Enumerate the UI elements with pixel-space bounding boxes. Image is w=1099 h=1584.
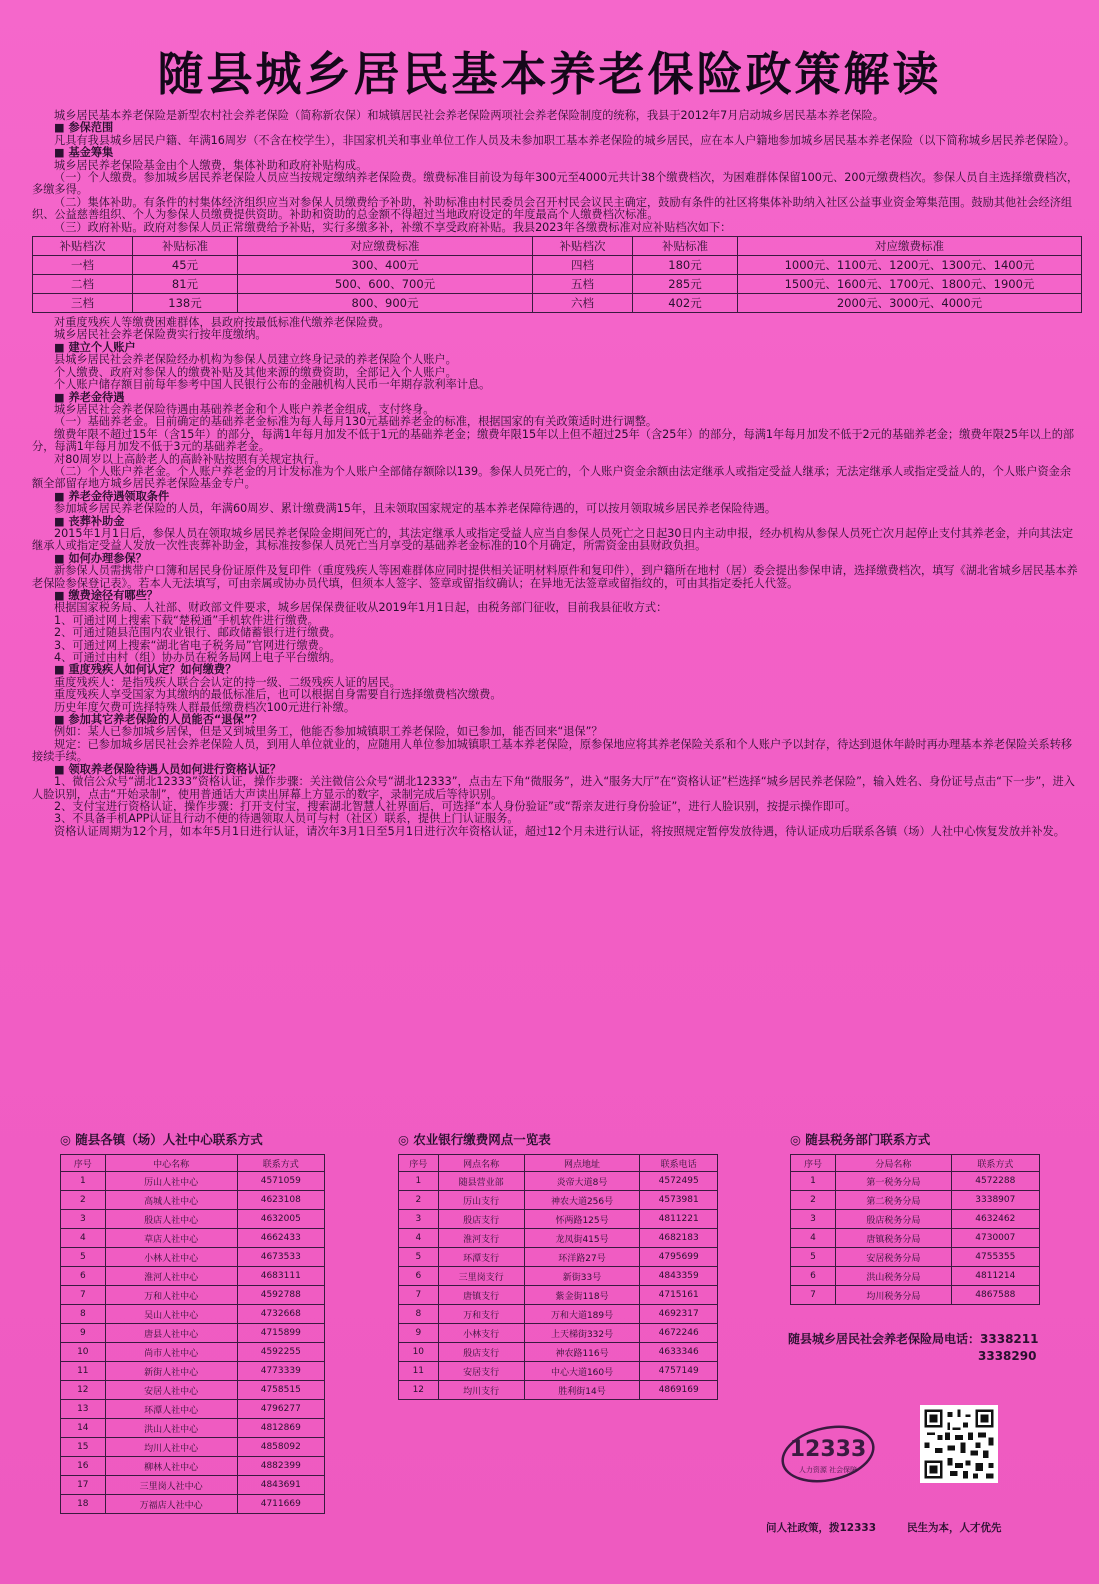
table-row: [399, 1267, 718, 1286]
tax-office-table: [790, 1154, 1040, 1305]
table-cell: 18: [61, 1495, 106, 1514]
paragraph: 3、可通过网上搜索“湖北省电子税务局”官网进行缴费。: [54, 638, 331, 652]
table-cell: 小林支行: [438, 1324, 524, 1343]
caption-left: 问人社政策，拨12333: [766, 1522, 877, 1534]
table-cell: 唐县人社中心: [105, 1324, 237, 1343]
column-header: 序号: [399, 1155, 439, 1172]
table-cell: 5: [791, 1248, 836, 1267]
table-cell: 6: [399, 1267, 439, 1286]
table-cell: 3338907: [951, 1191, 1039, 1210]
table-cell: 4672246: [640, 1324, 718, 1343]
table-cell: 4673533: [237, 1248, 324, 1267]
paragraph: 城乡居民社会养老保险待遇由基础养老金和个人账户养老金组成，支付终身。: [54, 402, 435, 416]
table-cell: 淮河支行: [438, 1229, 524, 1248]
table-cell: 500、600、700元: [238, 275, 533, 294]
table-cell: 9: [399, 1324, 439, 1343]
column-header: 分局名称: [836, 1155, 952, 1172]
subsidy-table: [32, 236, 1082, 313]
table-row: [399, 1229, 718, 1248]
paragraph: 城乡居民基本养老保险是新型农村社会养老保险（简称新农保）和城镇居民社会养老保险两项社会养老保险制度的统称，我县于2012年7月启动城乡居民基本养老保险。: [54, 109, 884, 122]
table-cell: 14: [61, 1419, 106, 1438]
table-row: [61, 1419, 325, 1438]
column-header: 联系电话: [640, 1155, 718, 1172]
qr-code-icon: [920, 1405, 998, 1483]
table-cell: 4682183: [640, 1229, 718, 1248]
table-cell: 4796277: [237, 1400, 324, 1419]
table-cell: 7: [791, 1286, 836, 1305]
paragraph: 新参保人员需携带户口簿和居民身份证原件及复印件（重度残疾人等困难群体应同时提供相关证明材料原件和复印件），到户籍所在地村（居）委会提出参保申请，选择缴费档次，填写《湖北省城乡居民基本养老保险参保登记表》。若本人无法填写，可由亲属或协办员代填，但须本人签字、签章或留指纹确认；在异地无法签章或留指纹的，可由其指定委托人代签。: [32, 564, 1078, 590]
table-cell: 安居税务分局: [836, 1248, 952, 1267]
table-cell: 180元: [633, 256, 738, 275]
column-header: 补贴标准: [133, 237, 238, 256]
hotline-number: 3338211: [980, 1332, 1039, 1346]
paragraph: （一）个人缴费。参加城乡居民养老保险人员应当按规定缴纳养老保险费。缴费标准目前设为每年300元至4000元共计38个缴费档次，为困难群体保留100元、200元缴费档次。参保人员自主选择缴费档次，多缴多得。: [32, 171, 1079, 197]
table-cell: 随县营业部: [438, 1172, 524, 1191]
table-cell: 11: [61, 1362, 106, 1381]
table-cell: 3: [399, 1210, 439, 1229]
table-cell: 环潭支行: [438, 1248, 524, 1267]
table-cell: 殷店税务分局: [836, 1210, 952, 1229]
table-cell: 1: [791, 1172, 836, 1191]
table-cell: 4715161: [640, 1286, 718, 1305]
table-row: [61, 1476, 325, 1495]
section-heading: ■ 丧葬补助金: [32, 516, 1082, 528]
table-cell: 4571059: [237, 1172, 324, 1191]
table-cell: 4572495: [640, 1172, 718, 1191]
table-cell: 7: [399, 1286, 439, 1305]
hotline-number: 3338290: [978, 1349, 1037, 1363]
table-cell: 三里岗支行: [438, 1267, 524, 1286]
table-cell: 厉山支行: [438, 1191, 524, 1210]
table-cell: 8: [399, 1305, 439, 1324]
table-row: [399, 1381, 718, 1400]
table-cell: 4812869: [237, 1419, 324, 1438]
table-cell: 炎帝大道8号: [524, 1172, 640, 1191]
paragraph: 县城乡居民社会养老保险经办机构为参保人员建立终身记录的养老保险个人账户。: [54, 353, 457, 367]
table-cell: 三档: [33, 294, 133, 313]
table-cell: 402元: [633, 294, 738, 313]
paragraph: 个人账户储存额目前每年参考中国人民银行公布的金融机构人民币一年期存款利率计息。: [54, 378, 491, 392]
page-title: 随县城乡居民基本养老保险政策解读: [157, 47, 942, 101]
table-cell: 神农路116号: [524, 1343, 640, 1362]
table-cell: 4867588: [951, 1286, 1039, 1305]
table-cell: 新街33号: [524, 1267, 640, 1286]
paragraph: 3、不具备手机APP认证且行动不便的待遇领取人员可与村（社区）联系，提供上门认证服务。: [54, 812, 519, 826]
table-header-row: [791, 1155, 1040, 1172]
table-cell: 草店人社中心: [105, 1229, 237, 1248]
section-heading: ■ 建立个人账户: [32, 342, 1082, 354]
paragraph: （三）政府补贴。政府对参保人员正常缴费给予补贴，实行多缴多补，补缴不享受政府补贴。我县2023年各缴费标准对应补贴档次如下：: [54, 220, 732, 234]
table-cell: 二档: [33, 275, 133, 294]
table-cell: 11: [399, 1362, 439, 1381]
paragraph: 2、支付宝进行资格认证，操作步骤：打开支付宝，搜索湖北智慧人社界面后，可选择“本人身份验证”或“帮亲友进行身份验证”，进行人脸识别，按提示操作即可。: [54, 799, 857, 813]
column-header: 序号: [791, 1155, 836, 1172]
table-cell: 4795699: [640, 1248, 718, 1267]
table-cell: 环潭人社中心: [105, 1400, 237, 1419]
table-cell: 神农大道256号: [524, 1191, 640, 1210]
table-cell: 4: [791, 1229, 836, 1248]
table-row: [61, 1191, 325, 1210]
table-cell: 洪山人社中心: [105, 1419, 237, 1438]
table-cell: 3: [791, 1210, 836, 1229]
table-cell: 4: [61, 1229, 106, 1248]
table-cell: 2: [791, 1191, 836, 1210]
table-cell: 六档: [533, 294, 633, 313]
paragraph: （一）基础养老金。目前确定的基础养老金标准为每人每月130元基础养老金的标准，根据国家的有关政策适时进行调整。: [54, 415, 658, 429]
table-row: [61, 1400, 325, 1419]
paragraph: 1、可通过网上搜索下载“楚税通”手机软件进行缴费。: [54, 613, 319, 627]
section-heading: ■ 养老金待遇领取条件: [32, 491, 1082, 503]
subsidy-table-header: [33, 237, 1082, 256]
table-cell: 唐镇支行: [438, 1286, 524, 1305]
table-cell: 45元: [133, 256, 238, 275]
paragraph: 例如：某人已参加城乡居保，但是又到城里务工，他能否参加城镇职工养老保险，如已参加，能否回来“退保”？: [54, 725, 603, 739]
table-cell: 4: [399, 1229, 439, 1248]
table-cell: 9: [61, 1324, 106, 1343]
table-cell: 淮河人社中心: [105, 1267, 237, 1286]
table-cell: 4592255: [237, 1343, 324, 1362]
table-cell: 4755355: [951, 1248, 1039, 1267]
column-header: 补贴标准: [633, 237, 738, 256]
table-row: [61, 1324, 325, 1343]
table-row: [399, 1210, 718, 1229]
section-heading: ■ 重度残疾人如何认定？如何缴费？: [32, 664, 1082, 676]
table-cell: 81元: [133, 275, 238, 294]
logo-tagline: 人力资源 社会保障: [798, 1466, 858, 1474]
table-cell: 万福店人社中心: [105, 1495, 237, 1514]
table-row: [791, 1172, 1040, 1191]
paragraph: 2015年1月1日后，参保人员在领取城乡居民养老保险金期间死亡的，其法定继承人或指定受益人应当自参保人员死亡之日起30日内主动申报，经办机构从参保人员死亡次月起停止支付其养老金，并向其法定继承人或指定受益人发放一次性丧葬补助金，其标准按参保人员死亡当月享受的基础养老金标准的10个月确定，所需资金由县财政负担。: [32, 526, 1074, 553]
table-row: [791, 1210, 1040, 1229]
table-row: [791, 1229, 1040, 1248]
paragraph: 2、可通过随县范围内农业银行、邮政储蓄银行进行缴费。: [54, 626, 341, 640]
table-cell: 四档: [533, 256, 633, 275]
table-cell: 龙凤街415号: [524, 1229, 640, 1248]
table-cell: 2: [399, 1191, 439, 1210]
table-cell: 新街人社中心: [105, 1362, 237, 1381]
table-row: [399, 1343, 718, 1362]
table-cell: 安居支行: [438, 1362, 524, 1381]
table-row: [61, 1267, 325, 1286]
table-row: [399, 1362, 718, 1381]
table-cell: 1000元、1100元、1200元、1300元、1400元: [738, 256, 1082, 275]
table-cell: 7: [61, 1286, 106, 1305]
table-row: [61, 1172, 325, 1191]
table-cell: 10: [399, 1343, 439, 1362]
bank-outlet-panel: [398, 1130, 718, 1400]
paragraph: 对重度残疾人等缴费困难群体，县政府按最低标准代缴养老保险费。: [54, 316, 390, 330]
table-cell: 4632462: [951, 1210, 1039, 1229]
table-cell: 4858092: [237, 1438, 324, 1457]
table-cell: 厉山人社中心: [105, 1172, 237, 1191]
table-cell: 300、400元: [238, 256, 533, 275]
paragraph: 历史年度欠费可选择特殊人群最低缴费档次100元进行补缴。: [54, 700, 356, 714]
paragraph: 凡具有我县城乡居民户籍、年满16周岁（不含在校学生），非国家机关和事业单位工作人员及未参加职工基本养老保险的城乡居民，应在本人户籍地参加城乡居民基本养老保险（以下简称城乡居民养老保险）。: [54, 133, 1076, 147]
panel-title: ◎ 农业银行缴费网点一览表: [398, 1130, 718, 1148]
table-row: [61, 1210, 325, 1229]
table-cell: 2000元、3000元、4000元: [738, 294, 1082, 313]
table-cell: 4633346: [640, 1343, 718, 1362]
table-row: [399, 1191, 718, 1210]
table-row: [61, 1457, 325, 1476]
paragraph: 城乡居民社会养老保险费实行按年度缴纳。: [54, 328, 267, 342]
table-cell: 4869169: [640, 1381, 718, 1400]
section-heading: ■ 基金筹集: [32, 147, 1082, 159]
column-header: 网点地址: [524, 1155, 640, 1172]
table-cell: 第一税务分局: [836, 1172, 952, 1191]
column-header: 补贴档次: [533, 237, 633, 256]
table-row: [33, 256, 1082, 275]
table-cell: 小林人社中心: [105, 1248, 237, 1267]
table-cell: 10: [61, 1343, 106, 1362]
table-cell: 4843359: [640, 1267, 718, 1286]
bank-outlet-table: [398, 1154, 718, 1400]
table-row: [61, 1248, 325, 1267]
table-cell: 4632005: [237, 1210, 324, 1229]
table-row: [61, 1305, 325, 1324]
table-row: [61, 1343, 325, 1362]
policy-body: [32, 110, 1082, 838]
column-header: 序号: [61, 1155, 106, 1172]
column-header: 联系方式: [237, 1155, 324, 1172]
table-row: [61, 1286, 325, 1305]
table-cell: 环洋路27号: [524, 1248, 640, 1267]
table-cell: 13: [61, 1400, 106, 1419]
section-heading: ■ 养老金待遇: [32, 392, 1082, 404]
paragraph: 重度残疾人享受国家为其缴纳的最低标准后，也可以根据自身需要自行选择缴费档次缴费。: [54, 688, 502, 702]
table-cell: 上天梯街332号: [524, 1324, 640, 1343]
table-cell: 均川人社中心: [105, 1438, 237, 1457]
table-cell: 万和支行: [438, 1305, 524, 1324]
hotline-12333-logo: [778, 1416, 878, 1488]
table-cell: 4811221: [640, 1210, 718, 1229]
table-cell: 1: [61, 1172, 106, 1191]
table-row: [33, 275, 1082, 294]
hotline-label: 随县城乡居民社会养老保险局电话：: [788, 1332, 981, 1346]
table-row: [61, 1381, 325, 1400]
table-cell: 4758515: [237, 1381, 324, 1400]
table-row: [399, 1286, 718, 1305]
table-cell: 唐镇税务分局: [836, 1229, 952, 1248]
table-cell: 4843691: [237, 1476, 324, 1495]
table-cell: 2: [61, 1191, 106, 1210]
tax-office-panel: [790, 1130, 1040, 1305]
policy-sections-part1: [32, 110, 1082, 234]
table-cell: 怀两路125号: [524, 1210, 640, 1229]
column-header: 中心名称: [105, 1155, 237, 1172]
table-cell: 138元: [133, 294, 238, 313]
table-row: [61, 1229, 325, 1248]
table-cell: 高城人社中心: [105, 1191, 237, 1210]
table-cell: 4811214: [951, 1267, 1039, 1286]
section-heading: ■ 领取养老保险待遇人员如何进行资格认证？: [32, 764, 1082, 776]
table-cell: 4572288: [951, 1172, 1039, 1191]
caption-right: 民生为本，人才优先: [907, 1522, 1002, 1534]
table-cell: 五档: [533, 275, 633, 294]
table-row: [399, 1305, 718, 1324]
table-cell: 4730007: [951, 1229, 1039, 1248]
table-cell: 紫金街118号: [524, 1286, 640, 1305]
table-cell: 安居人社中心: [105, 1381, 237, 1400]
table-row: [791, 1191, 1040, 1210]
paragraph: 根据国家税务局、人社部、财政部文件要求，城乡居保保费征收从2019年1月1日起，由税务部门征收，目前我县征收方式：: [54, 601, 668, 615]
table-row: [61, 1495, 325, 1514]
table-cell: 4683111: [237, 1267, 324, 1286]
table-row: [399, 1324, 718, 1343]
table-cell: 三里岗人社中心: [105, 1476, 237, 1495]
panel-title: ◎ 随县各镇（场）人社中心联系方式: [60, 1130, 325, 1148]
paragraph: （二）集体补助。有条件的村集体经济组织应当对参保人员缴费给予补助，补助标准由村民委员会召开村民会议民主确定，鼓励有条件的社区将集体补助纳入社区公益事业资金筹集范围。鼓励其他社会经济组织、公益慈善组织、个人为参保人员缴费提供资助。补助和资助的总金额不得超过当地政府设定的年度最高个人缴费档次标准。: [32, 195, 1073, 222]
table-cell: 4711669: [237, 1495, 324, 1514]
table-cell: 洪山税务分局: [836, 1267, 952, 1286]
paragraph: 对80周岁以上高龄老人的高龄补贴按照有关规定执行。: [54, 452, 326, 466]
table-cell: 柳林人社中心: [105, 1457, 237, 1476]
table-cell: 4623108: [237, 1191, 324, 1210]
table-cell: 万和大道189号: [524, 1305, 640, 1324]
table-cell: 4732668: [237, 1305, 324, 1324]
table-cell: 4592788: [237, 1286, 324, 1305]
table-cell: 5: [61, 1248, 106, 1267]
table-cell: 4715899: [237, 1324, 324, 1343]
table-cell: 285元: [633, 275, 738, 294]
paragraph: 个人缴费、政府对参保人的缴费补贴及其他来源的缴费资助，全部记入个人账户。: [54, 365, 457, 379]
table-row: [791, 1286, 1040, 1305]
table-cell: 胜利街14号: [524, 1381, 640, 1400]
section-heading: ■ 参加其它养老保险的人员能否“退保”？: [32, 714, 1082, 726]
logo-number: 12333: [789, 1437, 867, 1462]
paragraph: 缴费年限不超过15年（含15年）的部分，每满1年每月加发不低于1元的基础养老金；缴费年限15年以上但不超过25年（含25年）的部分，每满1年每月加发不低于2元的基础养老金；缴费年限25年以上的部分，每满1年每月加发不低于3元的基础养老金。: [32, 427, 1075, 454]
section-heading: ■ 缴费途径有哪些？: [32, 590, 1082, 602]
column-header: 联系方式: [951, 1155, 1039, 1172]
section-heading: ■ 如何办理参保？: [32, 553, 1082, 565]
policy-sections-part2: [32, 317, 1082, 838]
table-cell: 4662433: [237, 1229, 324, 1248]
table-cell: 4573981: [640, 1191, 718, 1210]
table-header-row: [61, 1155, 325, 1172]
pension-bureau-hotline: [788, 1330, 1088, 1363]
table-cell: 尚市人社中心: [105, 1343, 237, 1362]
table-cell: 均川支行: [438, 1381, 524, 1400]
table-cell: 4773339: [237, 1362, 324, 1381]
table-cell: 殷店人社中心: [105, 1210, 237, 1229]
table-cell: 均川税务分局: [836, 1286, 952, 1305]
paragraph: （二）个人账户养老金。个人账户养老金的月计发标准为个人账户全部储存额除以139。参保人员死亡的，个人账户资金余额由法定继承人或指定受益人继承；无法定继承人或指定受益人的，个人账户资金余额全部留存地方城乡居民养老保险基金专户。: [32, 464, 1072, 491]
column-header: 补贴档次: [33, 237, 133, 256]
table-row: [791, 1248, 1040, 1267]
paragraph: 参加城乡居民养老保险的人员，年满60周岁、累计缴费满15年，且未领取国家规定的基本养老保障待遇的，可以按月领取城乡居民养老保险待遇。: [54, 502, 777, 516]
column-header: 网点名称: [438, 1155, 524, 1172]
paragraph: 4、可通过由村（组）协办员在税务局网上电子平台缴纳。: [54, 651, 341, 665]
table-cell: 4882399: [237, 1457, 324, 1476]
table-header-row: [399, 1155, 718, 1172]
table-cell: 8: [61, 1305, 106, 1324]
column-header: 对应缴费标准: [238, 237, 533, 256]
table-cell: 第二税务分局: [836, 1191, 952, 1210]
table-cell: 3: [61, 1210, 106, 1229]
table-cell: 一档: [33, 256, 133, 275]
paragraph: 1、微信公众号“湖北12333”资格认证，操作步骤：关注微信公众号“湖北12333”，点击左下角“微服务”，进入“服务大厅”在“资格认证”栏选择“城乡居民养老保险”，输入姓名、身份证号点击“下一步”，进入人脸识别，点击“开始录制”，使用普通话大声读出屏幕上方显示的数字，录制完成后等待识别。: [32, 775, 1075, 801]
table-cell: 中心大道160号: [524, 1362, 640, 1381]
table-cell: 5: [399, 1248, 439, 1267]
table-cell: 6: [61, 1267, 106, 1286]
table-cell: 6: [791, 1267, 836, 1286]
table-row: [791, 1267, 1040, 1286]
column-header: 对应缴费标准: [738, 237, 1082, 256]
table-cell: 1500元、1600元、1700元、1800元、1900元: [738, 275, 1082, 294]
paragraph: 资格认证周期为12个月，如本年5月1日进行认证，请次年3月1日至5月1日进行次年资格认证，超过12个月未进行认证，将按照规定暂停发放待遇，待认证成功后联系各镇（场）人社中心恢复发放并补发。: [54, 824, 1065, 838]
table-cell: 殷店支行: [438, 1343, 524, 1362]
township-center-panel: [60, 1130, 325, 1514]
table-cell: 12: [61, 1381, 106, 1400]
table-cell: 17: [61, 1476, 106, 1495]
panel-title: ◎ 随县税务部门联系方式: [790, 1130, 1040, 1148]
table-row: [61, 1362, 325, 1381]
table-cell: 殷店支行: [438, 1210, 524, 1229]
table-cell: 万和人社中心: [105, 1286, 237, 1305]
table-cell: 12: [399, 1381, 439, 1400]
table-cell: 16: [61, 1457, 106, 1476]
table-row: [61, 1438, 325, 1457]
table-cell: 15: [61, 1438, 106, 1457]
table-cell: 4757149: [640, 1362, 718, 1381]
township-center-table: [60, 1154, 325, 1514]
table-cell: 吴山人社中心: [105, 1305, 237, 1324]
table-row: [399, 1248, 718, 1267]
table-row: [33, 294, 1082, 313]
table-cell: 1: [399, 1172, 439, 1191]
paragraph: 重度残疾人：是指残疾人联合会认定的持一级、二级残疾人证的居民。: [54, 675, 401, 689]
table-row: [399, 1172, 718, 1191]
section-heading: ■ 参保范围: [32, 122, 1082, 134]
table-cell: 800、900元: [238, 294, 533, 313]
paragraph: 规定：已参加城乡居民社会养老保险人员，到用人单位就业的，应随用人单位参加城镇职工基本养老保险，原参保地应将其养老保险关系和个人账户予以封存，待达到退休年龄时再办理基本养老保险关系转移接续手续。: [32, 737, 1073, 764]
paragraph: 城乡居民养老保险基金由个人缴费，集体补助和政府补贴构成。: [54, 158, 368, 172]
table-cell: 4692317: [640, 1305, 718, 1324]
